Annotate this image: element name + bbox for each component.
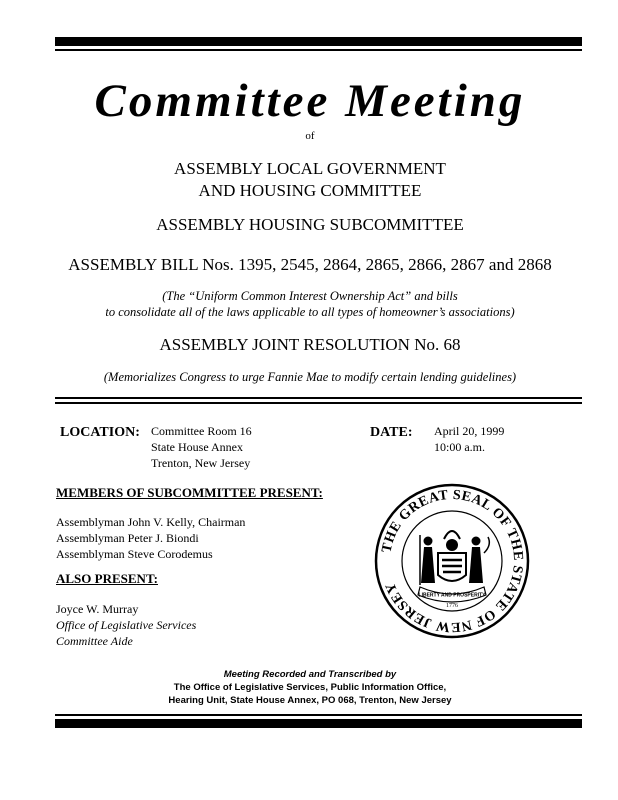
committee-line-2: AND HOUSING COMMITTEE — [198, 181, 422, 200]
seal-year-text: 1776 — [446, 603, 458, 609]
top-rule-thick — [55, 37, 582, 46]
subcommittee-name: ASSEMBLY HOUSING SUBCOMMITTEE — [156, 215, 464, 234]
of-label: of — [305, 130, 315, 142]
document-title: Committee Meeting — [94, 75, 526, 127]
joint-resolution: ASSEMBLY JOINT RESOLUTION No. 68 — [159, 335, 461, 354]
also-present-list — [56, 601, 196, 649]
member-item: Assemblyman Steve Corodemus — [56, 547, 213, 561]
state-seal-icon — [374, 483, 530, 639]
seal-ribbon-text: LIBERTY AND PROSPERITY — [418, 592, 486, 599]
bills-description-1: (The “Uniform Common Interest Ownership Act” and bills — [162, 289, 458, 303]
members-heading: MEMBERS OF SUBCOMMITTEE PRESENT: — [56, 485, 323, 500]
date-value — [434, 423, 504, 455]
location-line: Trenton, New Jersey — [151, 456, 251, 470]
location-line: State House Annex — [151, 440, 243, 454]
resolution-description: (Memorializes Congress to urge Fannie Mae to modify certain lending guidelines) — [103, 370, 517, 384]
footer-office: The Office of Legislative Services, Public Information Office, — [173, 682, 447, 693]
footer-address: Hearing Unit, State House Annex, PO 068, Trenton, New Jersey — [168, 695, 452, 706]
member-item: Assemblyman Peter J. Biondi — [56, 531, 199, 545]
mid-rule-2 — [55, 402, 582, 404]
bills-description-2: to consolidate all of the laws applicable to all types of homeowner’s associations) — [105, 305, 515, 319]
committee-line-1: ASSEMBLY LOCAL GOVERNMENT — [174, 159, 446, 178]
location-line: Committee Room 16 — [151, 424, 252, 438]
time-line: 10:00 a.m. — [434, 440, 485, 454]
footer-recorded-by: Meeting Recorded and Transcribed by — [223, 669, 397, 680]
top-rule-thin — [55, 49, 582, 51]
bill-numbers: ASSEMBLY BILL Nos. 1395, 2545, 2864, 2865, 2866, 2867 and 2868 — [68, 255, 552, 274]
location-label: LOCATION: — [60, 425, 140, 440]
mid-rule-1 — [55, 397, 582, 399]
date-label: DATE: — [370, 425, 413, 440]
staff-role: Committee Aide — [56, 634, 133, 648]
also-present-heading: ALSO PRESENT: — [56, 571, 158, 586]
member-item: Assemblyman John V. Kelly, Chairman — [56, 515, 246, 529]
seal-ring-text: THE GREAT SEAL OF THE STATE OF NEW JERSEY — [379, 487, 526, 635]
staff-name: Joyce W. Murray — [56, 602, 139, 616]
date-line: April 20, 1999 — [434, 424, 505, 438]
bottom-rule-thick — [55, 719, 582, 728]
members-list — [56, 514, 245, 562]
location-value — [151, 423, 252, 471]
bottom-rule-thin — [55, 714, 582, 716]
staff-office: Office of Legislative Services — [56, 618, 197, 632]
